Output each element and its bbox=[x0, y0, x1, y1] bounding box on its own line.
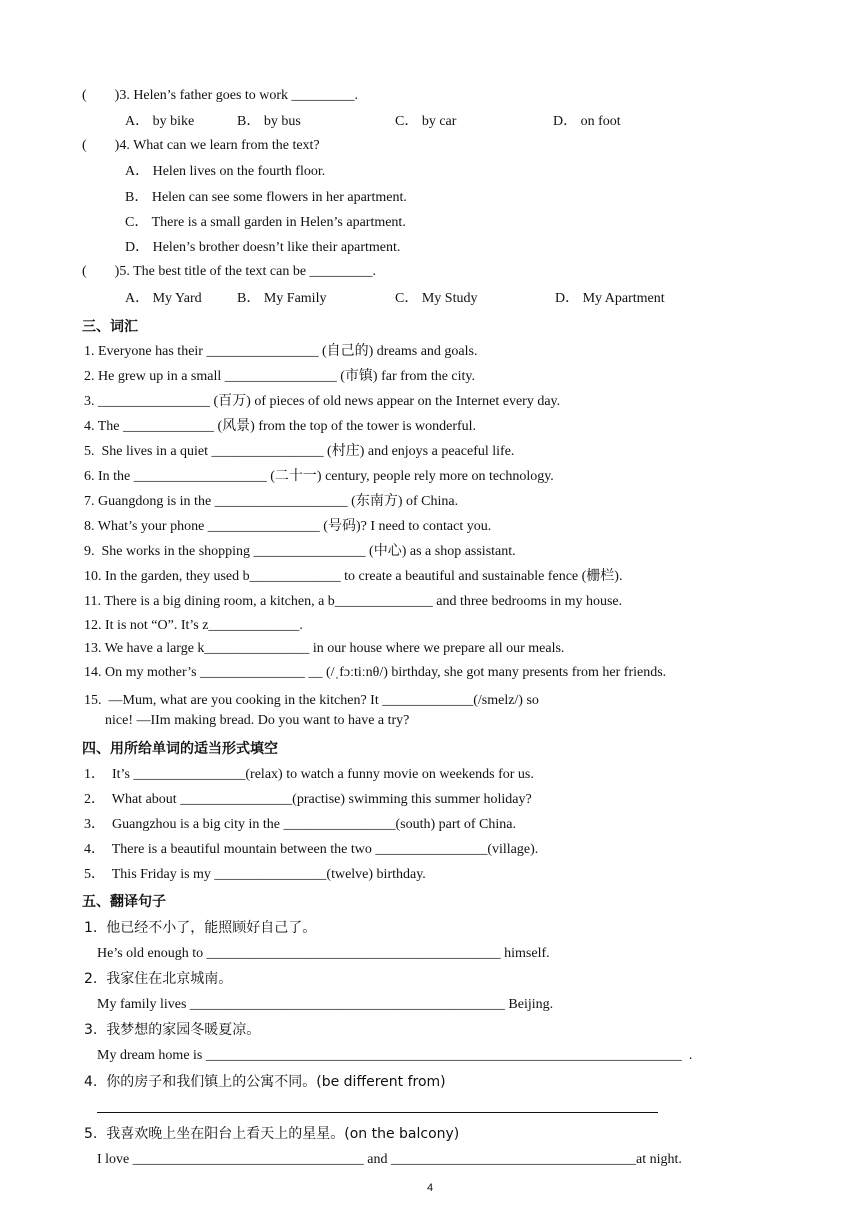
vocab-item-15-line2: nice! —IIm making bread. Do you want to have a try? bbox=[84, 713, 410, 728]
q3-option-a: A． by bike bbox=[125, 114, 195, 129]
vocab-item-9: 9. She works in the shopping ________________ (中心) as a shop assistant. bbox=[84, 544, 516, 559]
vocab-item-10: 10. In the garden, they used b_____________ to create a beautiful and sustainable fence (栅栏). bbox=[84, 569, 623, 584]
question-3-stem: ( )3. Helen’s father goes to work _________. bbox=[82, 88, 359, 103]
vocab-item-1: 1. Everyone has their ________________ (自己的) dreams and goals. bbox=[84, 344, 478, 359]
q4-option-c: C． There is a small garden in Helen’s apartment. bbox=[125, 215, 406, 230]
q4-option-d: D． Helen’s brother doesn’t like their apartment. bbox=[125, 240, 401, 255]
forms-item-2: 2． What about ________________(practise) swimming this summer holiday? bbox=[84, 792, 532, 807]
vocab-item-3: 3. ________________ (百万) of pieces of old news appear on the Internet every day. bbox=[84, 394, 561, 409]
vocab-item-5: 5. She lives in a quiet ________________ (村庄) and enjoys a peaceful life. bbox=[84, 444, 515, 459]
vocab-item-14: 14. On my mother’s _______________ __ (/ˌfɔːtiːnθ/) birthday, she got many presents from her friends. bbox=[84, 665, 667, 680]
forms-section-heading: 四、用所给单词的适当形式填空 bbox=[82, 741, 278, 757]
forms-item-1: 1． It’s ________________(relax) to watch a funny movie on weekends for us. bbox=[84, 767, 534, 782]
q5-option-a: A． My Yard bbox=[125, 291, 202, 306]
translate-item-3-answer: My dream home is ____________________________________________________________________ . bbox=[97, 1048, 693, 1063]
translate-item-1-answer: He’s old enough to __________________________________________ himself. bbox=[97, 946, 550, 961]
vocab-section-heading: 三、词汇 bbox=[82, 319, 138, 335]
forms-item-4: 4． There is a beautiful mountain between the two ________________(village). bbox=[84, 842, 539, 857]
translate-item-5-answer: I love _________________________________ and ___________________________________at night. bbox=[97, 1152, 682, 1167]
vocab-item-4: 4. The _____________ (风景) from the top of the tower is wonderful. bbox=[84, 419, 477, 434]
vocab-item-15-line1: 15. —Mum, what are you cooking in the kitchen? It _____________(/smelz/) so bbox=[84, 693, 539, 708]
question-5-stem: ( )5. The best title of the text can be _________. bbox=[82, 264, 377, 279]
q5-option-d: D． My Apartment bbox=[555, 291, 665, 306]
vocab-item-13: 13. We have a large k_______________ in our house where we prepare all our meals. bbox=[84, 641, 565, 656]
q5-option-c: C． My Study bbox=[395, 291, 478, 306]
translate-item-2-answer: My family lives _____________________________________________ Beijing. bbox=[97, 997, 554, 1012]
q4-option-a: A． Helen lives on the fourth floor. bbox=[125, 164, 326, 179]
translate-item-2-prompt: 2. 我家住在北京城南。 bbox=[84, 971, 233, 987]
vocab-item-12: 12. It is not “O”. It’s z_____________. bbox=[84, 618, 303, 633]
q5-option-b: B． My Family bbox=[237, 291, 327, 306]
forms-item-3: 3． Guangzhou is a big city in the ________________(south) part of China. bbox=[84, 817, 516, 832]
q3-option-d: D． on foot bbox=[553, 114, 621, 129]
page-number: 4 bbox=[426, 1182, 434, 1194]
vocab-item-8: 8. What’s your phone ________________ (号码)? I need to contact you. bbox=[84, 519, 492, 534]
vocab-item-6: 6. In the ___________________ (二十一) century, people rely more on technology. bbox=[84, 469, 554, 484]
translate-item-4-answer-line bbox=[97, 1112, 658, 1113]
translate-section-heading: 五、翻译句子 bbox=[82, 894, 166, 910]
question-4-stem: ( )4. What can we learn from the text? bbox=[82, 138, 320, 153]
q3-option-c: C． by car bbox=[395, 114, 457, 129]
vocab-item-2: 2. He grew up in a small ________________ (市镇) far from the city. bbox=[84, 369, 476, 384]
translate-item-3-prompt: 3. 我梦想的家园冬暖夏凉。 bbox=[84, 1022, 261, 1038]
translate-item-1-prompt: 1. 他已经不小了，能照顾好自己了。 bbox=[84, 920, 317, 936]
forms-item-5: 5． This Friday is my ________________(twelve) birthday. bbox=[84, 867, 426, 882]
q4-option-b: B． Helen can see some flowers in her apartment. bbox=[125, 190, 407, 205]
translate-item-4-prompt: 4. 你的房子和我们镇上的公寓不同。(be different from) bbox=[84, 1074, 446, 1090]
vocab-item-7: 7. Guangdong is in the ___________________ (东南方) of China. bbox=[84, 494, 459, 509]
translate-item-5-prompt: 5. 我喜欢晚上坐在阳台上看天上的星星。(on the balcony) bbox=[84, 1126, 460, 1142]
q3-option-b: B． by bus bbox=[237, 114, 301, 129]
vocab-item-11: 11. There is a big dining room, a kitchen, a b______________ and three bedrooms in my house. bbox=[84, 594, 623, 609]
